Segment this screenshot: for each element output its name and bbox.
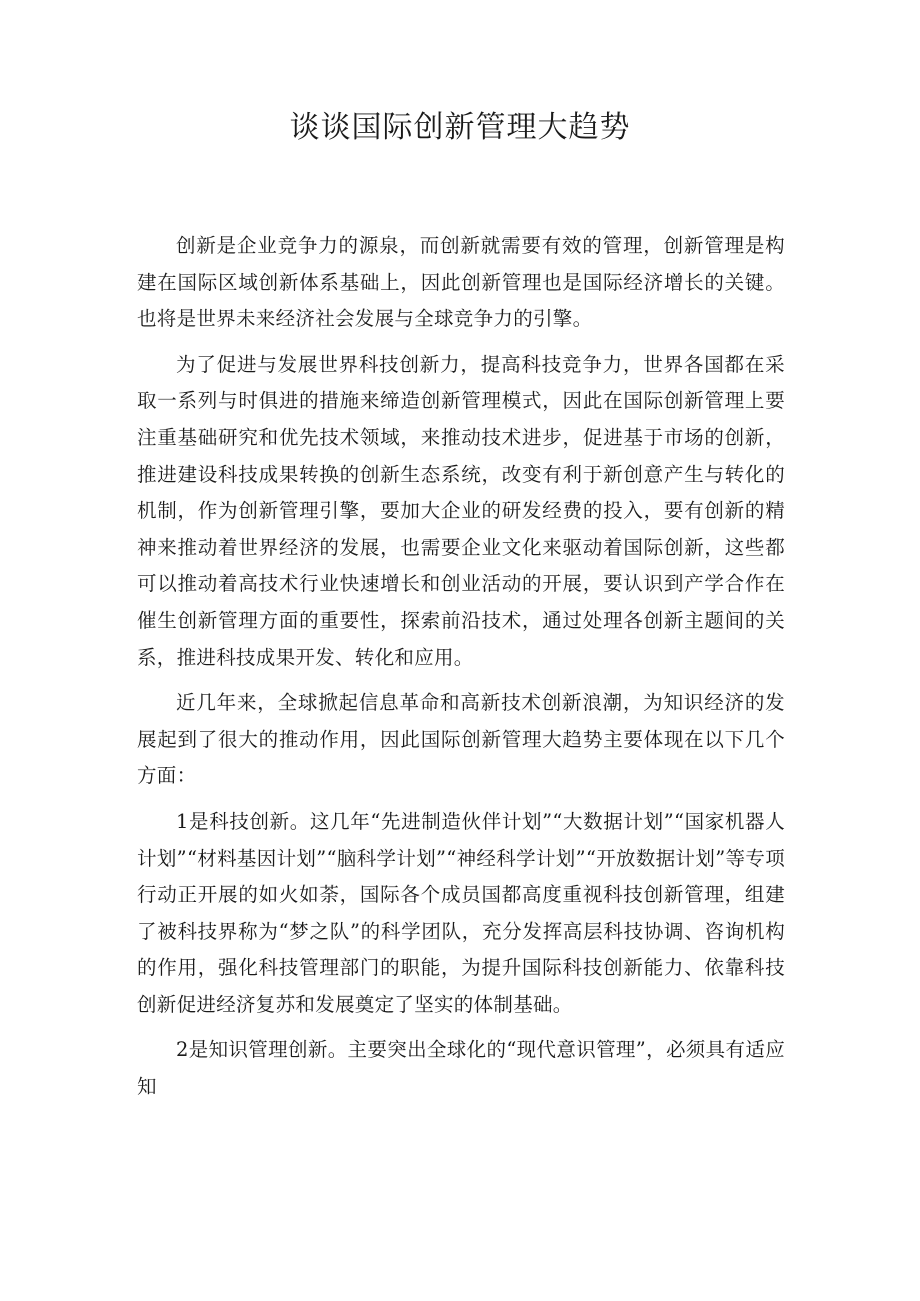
paragraph-4: 1是科技创新。这几年“先进制造伙伴计划”“大数据计划”“国家机器人计划”“材料基因计划”“脑科学计划”“神经科学计划”“开放数据计划”等专项行动正开展的如火如荼，国际各个成员国都高度重视科技创新管理，组建了被科技界称为“梦之队”的科学团队，充分发挥高层科技协调、咨询机构的作用，强化科技管理部门的职能，为提升国际科技创新能力、依靠科技创新促进经济复苏和发展奠定了坚实的体制基础。 (137, 809, 785, 1016)
paragraph-2: 为了促进与发展世界科技创新力，提高科技竞争力，世界各国都在采取一系列与时俱进的措施来缔造创新管理模式，因此在国际创新管理上要注重基础研究和优先技术领域，来推动技术进步，促进基于市场的创新，推进建设科技成果转换的创新生态系统，改变有利于新创意产生与转化的机制，作为创新管理引擎，要加大企业的研发经费的投入，要有创新的精神来推动着世界经济的发展，也需要企业文化来驱动着国际创新，这些都可以推动着高技术行业快速增长和创业活动的开展，要认识到产学合作在催生创新管理方面的重要性，探索前沿技术，通过处理各创新主题间的关系，推进科技成果开发、转化和应用。 (137, 352, 785, 669)
paragraph-1: 创新是企业竞争力的源泉，而创新就需要有效的管理，创新管理是构建在国际区域创新体系基础上，因此创新管理也是国际经济增长的关键。也将是世界未来经济社会发展与全球竞争力的引擎。 (137, 234, 785, 331)
document-body (137, 228, 785, 1106)
paragraph-5: 2是知识管理创新。主要突出全球化的“现代意识管理”，必须具有适应知 (137, 1038, 785, 1099)
page-title: 谈谈国际创新管理大趋势 (289, 110, 631, 145)
paragraph-3: 近几年来，全球掀起信息革命和高新技术创新浪潮，为知识经济的发展起到了很大的推动作用，因此国际创新管理大趋势主要体现在以下几个方面： (137, 691, 785, 788)
